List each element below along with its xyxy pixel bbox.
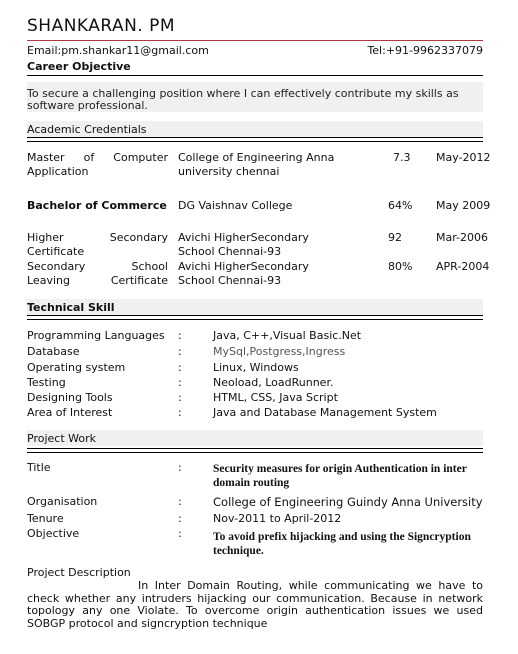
skill-label-testing: Testing [27, 376, 66, 389]
degree-sslc: Secondary School Leaving Certificate [27, 260, 168, 287]
institute-mca: College of Engineering Anna university chennai [178, 151, 335, 178]
skill-sep: : [178, 376, 182, 389]
project-value-title: Security measures for origin Authentication in inter domain routing [213, 463, 467, 489]
skill-value-os: Linux, Windows [213, 361, 299, 374]
skill-sep: : [178, 345, 182, 358]
score-hsc: 92 [388, 231, 402, 244]
score-mca: 7.3 [393, 151, 411, 164]
degree-hsc: Higher Secondary Certificate [27, 231, 168, 258]
academic-heading: Academic Credentials [27, 123, 147, 136]
project-label-title: Title [27, 461, 51, 474]
career-divider [27, 75, 483, 76]
skill-sep: : [178, 391, 182, 404]
project-description-text: In Inter Domain Routing, while communicating we have to check whether any intruders hijacking our communication. Because in network topology any one Violate. To overcome origin authentication issues we used SOBGP protocol and signcryption technique [27, 579, 483, 630]
project-label-tenure: Tenure [27, 512, 64, 525]
technical-divider [27, 315, 483, 320]
institute-hsc: Avichi HigherSecondary School Chennai-93 [178, 231, 309, 258]
score-sslc: 80% [388, 260, 413, 273]
skill-label-designing: Designing Tools [27, 391, 113, 404]
skill-label-languages: Programming Languages [27, 329, 165, 342]
career-objective-text: To secure a challenging position where I can effectively contribute my skills as software professional. [27, 87, 459, 112]
career-objective-heading: Career Objective [27, 60, 131, 73]
skill-label-database: Database [27, 345, 80, 358]
header-divider [27, 40, 483, 41]
technical-heading: Technical Skill [27, 301, 115, 314]
skill-value-interest: Java and Database Management System [213, 406, 437, 419]
project-sep: : [178, 461, 182, 474]
project-value-tenure: Nov-2011 to April-2012 [213, 512, 342, 525]
email-text: Email:pm.shankar11@gmail.com [27, 44, 209, 57]
skill-value-languages: Java, C++,Visual Basic.Net [213, 329, 362, 342]
institute-bcom: DG Vaishnav College [178, 199, 293, 212]
project-label-organisation: Organisation [27, 495, 98, 508]
skill-value-database: MySql,Postgress,Ingress [213, 345, 346, 358]
skill-label-interest: Area of Interest [27, 406, 113, 419]
project-sep: : [178, 527, 182, 540]
project-label-objective: Objective [27, 527, 80, 540]
project-sep: : [178, 512, 182, 525]
project-sep: : [178, 495, 182, 508]
project-value-objective: To avoid prefix hijacking and using the Signcryption technique. [213, 531, 471, 557]
project-heading: Project Work [27, 432, 96, 445]
skill-value-testing: Neoload, LoadRunner. [213, 376, 334, 389]
score-bcom: 64% [388, 199, 413, 212]
skill-sep: : [178, 329, 182, 342]
date-mca: May-2012 [436, 151, 491, 164]
project-description-heading: Project Description [27, 566, 131, 579]
skill-label-os: Operating system [27, 361, 126, 374]
degree-bcom: Bachelor of Commerce [27, 199, 167, 212]
date-bcom: May 2009 [436, 199, 491, 212]
institute-sslc: Avichi HigherSecondary School Chennai-93 [178, 260, 309, 287]
skill-value-designing: HTML, CSS, Java Script [213, 391, 338, 404]
date-hsc: Mar-2006 [436, 231, 489, 244]
project-divider [27, 448, 483, 453]
resume-name: SHANKARAN. PM [27, 16, 176, 36]
degree-mca: Master of Computer Application [27, 151, 168, 178]
date-sslc: APR-2004 [436, 260, 490, 273]
academic-divider [27, 137, 483, 142]
project-value-organisation: College of Engineering Guindy Anna University [213, 495, 483, 509]
skill-sep: : [178, 361, 182, 374]
phone-text: Tel:+91-9962337079 [367, 44, 483, 57]
skill-sep: : [178, 406, 182, 419]
